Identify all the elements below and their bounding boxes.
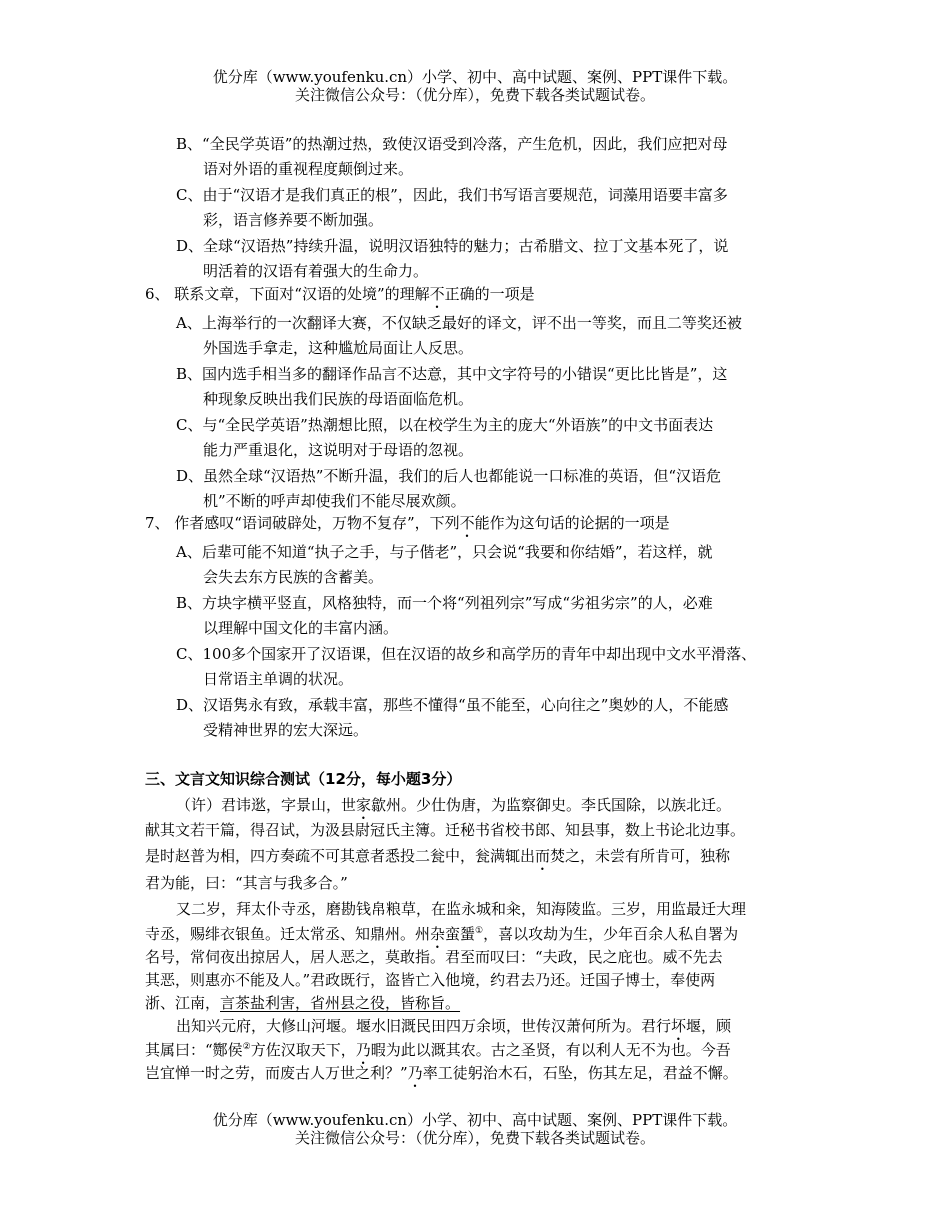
q5-option-d-line2: 明活着的汉语有着强大的生命力。 (203, 262, 429, 280)
q7-option-b-line1: B、方块字横平竖直，风格独特，而一个将“列祖列宗”写成“劣祖劣宗”的人，必难 (176, 594, 713, 612)
header-line-1: 优分库（www.youfenku.cn）小学、初中、高中试题、案例、PPT课件下载。 (212, 68, 738, 86)
q6-option-d-line1: D、虽然全球“汉语热”不断升温，我们的后人也都能说一口标准的英语，但“汉语危 (176, 467, 722, 485)
passage-p2-line3: 名号，常伺夜出掠居人，居人恶之，莫敢指。君至而叹曰：“夫政，民之庇也。威不先去 (145, 948, 723, 966)
p1-l3-text-a: 是时赵普为相，四方奏疏不可其意者悉投二瓮中，瓮满辄出 (145, 847, 536, 865)
passage-p2-line4: 其恶，则惠亦不能及人。”君政既行，盗皆亡入他境，约君去乃还。迁国子博士，奉使两 (145, 971, 716, 989)
q7-option-d-line1: D、汉语隽永有致，承载丰富，那些不懂得“虽不能至，心向往之”奥妙的人，不能感 (176, 696, 729, 714)
q5-option-c-line2: 彩，语言修养要不断加强。 (203, 211, 384, 229)
q6-option-c-line1: C、与“全民学英语”热潮想比照，以在校学生为主的庞大“外语族”的中文书面表达 (176, 416, 714, 434)
passage-p2-line1: 又二岁，拜太仆寺丞，磨勘钱帛粮草，在监永城和籴，知海陵监。三岁，用监最迁大理 (176, 900, 747, 918)
q7-option-c-line1: C、100多个国家开了汉语课，但在汉语的故乡和高学历的青年中却出现中文水平滑落、 (176, 645, 757, 663)
q6-stem (145, 284, 535, 312)
q6-stem-emphasis: 不 (429, 285, 445, 303)
q7-stem-emphasis: 不 (459, 514, 475, 532)
q6-stem-text-b: 正确的一项是 (444, 285, 535, 303)
passage-p1-line4: 君为能，曰：“其言与我多合。” (145, 874, 348, 892)
p2-l5-underlined-sentence: 言茶盐利害，省州县之役，皆称旨。 (220, 994, 461, 1012)
q6-option-a-line1: A、上海举行的一次翻译大赛，不仅缺乏最好的译文，评不出一等奖，而且二等奖还被 (176, 314, 742, 332)
p3-l1-emphasis: 坏 (671, 1017, 687, 1035)
q7-option-a-line2: 会失去东方民族的含蓄美。 (203, 568, 384, 586)
q6-option-c-line2: 能力严重退化，这说明对于母语的忽视。 (203, 441, 474, 459)
passage-p1-line1 (176, 795, 731, 823)
q5-option-d-line1: D、全球“汉语热”持续升温，说明汉语独特的魅力；古希腊文、拉丁文基本死了，说 (176, 237, 729, 255)
footnote-marker-1: ① (475, 926, 484, 936)
q5-option-c-line1: C、由于“汉语才是我们真正的根”，因此，我们书写语言要规范，词藻用语要丰富多 (176, 186, 728, 204)
p3-l2-text-b: 方佐汉取天下， (250, 1041, 356, 1059)
q7-stem-text-a: 7、 作者感叹“语词破辟处，万物不复存”，下列 (145, 514, 460, 532)
p3-l3-text-b: 率工徒躬治木石，石坠，伤其左足，君益不懈。 (422, 1064, 738, 1082)
passage-p1-line3 (145, 846, 730, 874)
q7-stem (145, 513, 670, 541)
passage-p2-line5 (145, 993, 460, 1013)
q5-option-b-line2: 语对外语的重视程度颠倒过来。 (203, 160, 414, 178)
q7-option-a-line1: A、后辈可能不知道“执子之手，与子偕老”，只会说“我要和你结婚”，若这样，就 (176, 543, 713, 561)
footnote-marker-2: ② (242, 1042, 251, 1052)
p1-l1-text-a: （许）君讳逖，字景山，世 (176, 796, 357, 814)
p1-l1-emphasis: 家 (356, 796, 372, 814)
q6-option-b-line2: 种现象反映出我们民族的母语面临危机。 (203, 390, 474, 408)
p1-l3-emphasis: 而 (535, 847, 551, 865)
p2-l2-text-b: 蛮蜑 (445, 925, 476, 943)
p2-l2-emphasis: 杂 (430, 925, 446, 943)
passage-p3-line3 (145, 1063, 738, 1091)
q6-option-d-line2: 机”不断的呼声却使我们不能尽展欢颜。 (203, 492, 466, 510)
q7-option-c-line2: 日常语主单调的状况。 (203, 670, 354, 688)
p3-l2-emphasis: 乃 (355, 1041, 371, 1059)
p1-l3-text-b: 焚之，未尝有所肯可，独称 (550, 847, 731, 865)
page-header (0, 68, 950, 104)
q7-stem-text-b: 能作为这句话的论据的一项是 (474, 514, 670, 532)
page-footer (0, 1111, 950, 1147)
p3-l1-text-a: 出知兴元府，大修山河堰。堰水旧溉民田四万余顷，世传汉萧何所为。君行 (176, 1017, 672, 1035)
p3-l3-text-a: 岂宜惮一时之劳，而废古人万世之利？” (145, 1064, 408, 1082)
p2-l5-text-a: 浙、江南， (145, 994, 221, 1012)
q6-option-a-line2: 外国选手拿走，这种尴尬局面让人反思。 (203, 339, 474, 357)
q5-option-b-line1: B、“全民学英语”的热潮过热，致使汉语受到冷落，产生危机，因此，我们应把对母 (176, 135, 728, 153)
footer-line-2: 关注微信公众号：（优分库），免费下载各类试题试卷。 (294, 1129, 655, 1147)
passage-p1-line2: 献其文若干篇，得召试，为汲县尉冠氏主簿。迁秘书省校书郎、知县事，数上书论北边事。 (145, 821, 746, 839)
header-line-2: 关注微信公众号：（优分库），免费下载各类试题试卷。 (294, 86, 655, 104)
p3-l2-text-c: 暇为此以溉其农。古之圣贤，有以利人无不为也。今吾 (370, 1041, 731, 1059)
p3-l1-text-b: 堰，顾 (686, 1017, 732, 1035)
p3-l2-text-a: 其属曰：“酂侯 (145, 1041, 243, 1059)
q6-option-b-line1: B、国内选手相当多的翻译作品言不达意，其中文字符号的小错误“更比比皆是”，这 (176, 365, 728, 383)
q7-option-b-line2: 以理解中国文化的丰富内涵。 (203, 619, 399, 637)
q7-option-d-line2: 受精神世界的宏大深远。 (203, 721, 369, 739)
p1-l1-text-b: 歙州。少仕伪唐，为监察御史。李氏国除，以族北迁。 (371, 796, 732, 814)
section-3-title: 三、文言文知识综合测试（12分，每小题3分） (145, 770, 462, 788)
p2-l2-text-a: 寺丞，赐绯衣银鱼。迁太常丞、知鼎州。州 (145, 925, 431, 943)
p3-l3-emphasis: 乃 (407, 1064, 423, 1082)
footer-line-1: 优分库（www.youfenku.cn）小学、初中、高中试题、案例、PPT课件下载。 (212, 1111, 738, 1129)
q6-stem-text-a: 6、 联系文章，下面对“汉语的处境”的理解 (145, 285, 430, 303)
p2-l2-text-c: ，喜以攻劫为生，少年百余人私自署为 (483, 925, 739, 943)
